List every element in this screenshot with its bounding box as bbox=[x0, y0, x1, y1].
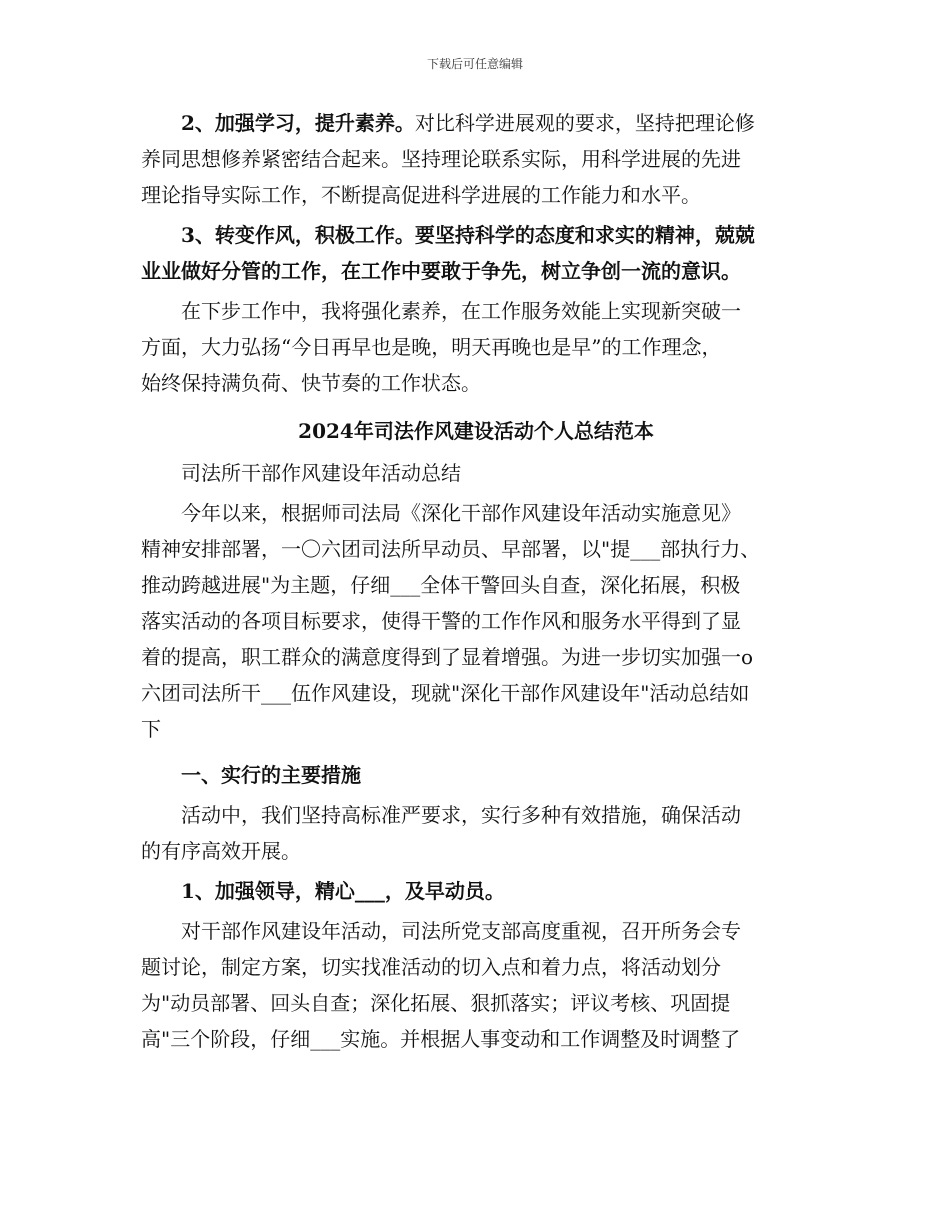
paragraph-item-2 bbox=[141, 105, 811, 141]
paragraph-item-2-line-2: 养同思想修养紧密结合起来。坚持理论联系实际，用科学进展的先进 bbox=[141, 147, 741, 171]
section-heading-leadership: 1、加强领导，精心___，及早动员。 bbox=[181, 879, 505, 903]
document-subtitle: 司法所干部作风建设年活动总结 bbox=[181, 461, 461, 485]
paragraph-intro-line-6: 六团司法所干___伍作风建设，现就"深化干部作风建设年"活动总结如 bbox=[141, 681, 750, 705]
paragraph-leadership-line-4: 高"三个阶段，仔细___实施。并根据人事变动和工作调整及时调整了 bbox=[141, 1027, 741, 1051]
paragraph-closing: 在下步工作中，我将强化素养，在工作服务效能上实现新突破一 bbox=[181, 299, 741, 323]
paragraph-measures-line-2: 的有序高效开展。 bbox=[141, 839, 301, 863]
paragraph-intro-line-5: 着的提高，职工群众的满意度得到了显着增强。为进一步切实加强一ο bbox=[141, 645, 754, 669]
paragraph-item-3: 3、转变作风，积极工作。要坚持科学的态度和求实的精神，兢兢 bbox=[181, 223, 755, 247]
paragraph-intro-line-4: 落实活动的各项目标要求，使得干警的工作作风和服务水平得到了显 bbox=[141, 609, 741, 633]
paragraph-closing-line-2: 方面，大力弘扬“今日再早也是晚，明天再晚也是早”的工作理念， bbox=[141, 335, 722, 359]
paragraph-leadership: 对干部作风建设年活动，司法所党支部高度重视，召开所务会专 bbox=[181, 919, 741, 943]
paragraph-measures: 活动中，我们坚持高标准严要求，实行多种有效措施，确保活动 bbox=[181, 803, 741, 827]
document-title: 2024年司法作风建设活动个人总结范本 bbox=[298, 419, 654, 443]
paragraph-intro-line-2: 精神安排部署，一〇六团司法所早动员、早部署，以"提___部执行力、 bbox=[141, 537, 761, 561]
document-body bbox=[141, 105, 811, 1057]
item-2-lead: 2、加强学习，提升素养。 bbox=[181, 111, 415, 135]
paragraph-item-2-line-3: 理论指导实际工作，不断提高促进科学进展的工作能力和水平。 bbox=[141, 183, 701, 207]
paragraph-item-3-line-2: 业业做好分管的工作，在工作中要敢于争先，树立争创一流的意识。 bbox=[141, 259, 741, 283]
paragraph-intro-line-3: 推动跨越进展"为主题，仔细___全体干警回头自查，深化拓展，积极 bbox=[141, 573, 741, 597]
paragraph-closing-line-3: 始终保持满负荷、快节奏的工作状态。 bbox=[141, 371, 481, 395]
item-2-rest: 对比科学进展观的要求，坚持把理论修 bbox=[414, 111, 755, 135]
paragraph-intro: 今年以来，根据师司法局《深化干部作风建设年活动实施意见》 bbox=[181, 501, 741, 525]
paragraph-intro-line-7: 下 bbox=[141, 717, 161, 741]
paragraph-leadership-line-3: 为"动员部署、回头自查；深化拓展、狠抓落实；评议考核、巩固提 bbox=[141, 991, 731, 1015]
paragraph-leadership-line-2: 题讨论，制定方案，切实找准活动的切入点和着力点，将活动划分 bbox=[141, 955, 721, 979]
page-header-note: 下载后可任意编辑 bbox=[426, 57, 523, 71]
section-heading-measures: 一、实行的主要措施 bbox=[181, 763, 361, 787]
